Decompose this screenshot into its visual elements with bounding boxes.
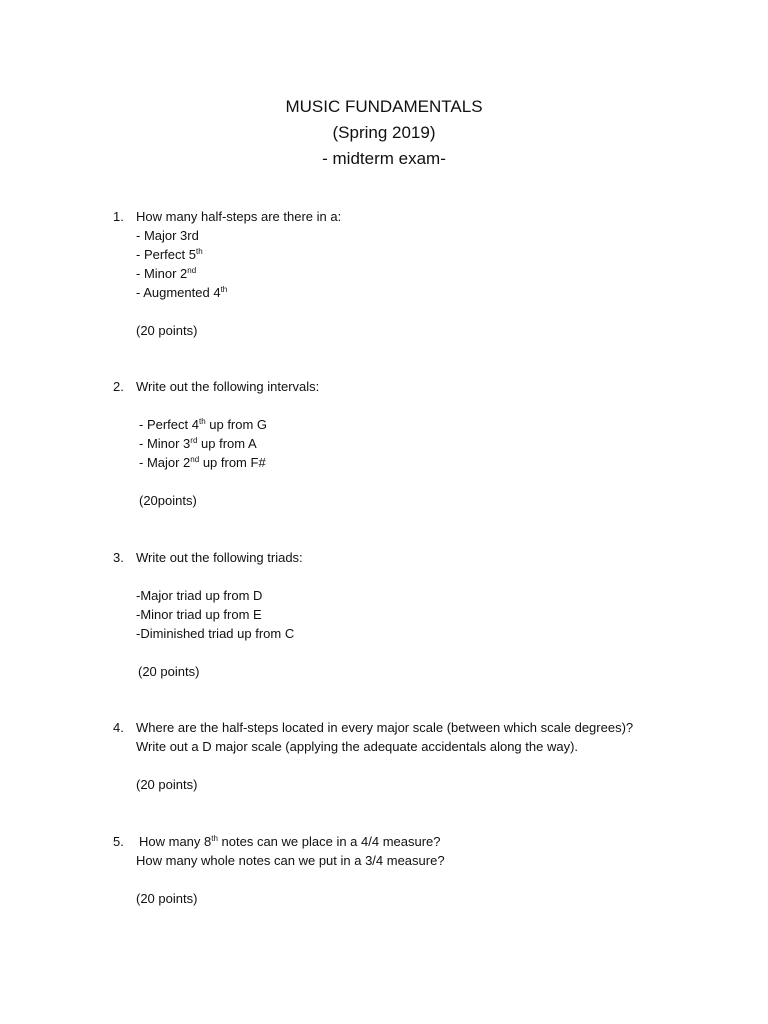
question-points: (20 points) (136, 777, 198, 792)
question-prompt: How many 8th notes can we place in a 4/4 measure? (139, 834, 441, 849)
list-item: - Perfect 5th (136, 247, 203, 262)
list-item: -Minor triad up from E (136, 607, 262, 622)
question-number: 1. (113, 209, 124, 224)
question-prompt-continued: How many whole notes can we put in a 3/4 measure? (136, 853, 445, 868)
list-item: - Major 3rd (136, 228, 199, 243)
question-points: (20 points) (138, 664, 200, 679)
question-points: (20 points) (136, 323, 198, 338)
exam-type: - midterm exam- (322, 149, 446, 168)
list-item: - Minor 2nd (136, 266, 197, 281)
question-points: (20 points) (136, 891, 198, 906)
list-item: - Major 2nd up from F# (139, 455, 266, 470)
list-item: - Augmented 4th (136, 285, 228, 300)
course-title: MUSIC FUNDAMENTALS (285, 97, 483, 116)
exam-term: (Spring 2019) (332, 123, 436, 142)
list-item: -Diminished triad up from C (136, 626, 295, 641)
question-number: 5. (113, 834, 124, 849)
question-prompt: Write out the following intervals: (136, 379, 320, 394)
question-number: 2. (113, 379, 124, 394)
question-points: (20points) (139, 493, 197, 508)
question-number: 3. (113, 550, 124, 565)
question-prompt: Where are the half-steps located in every major scale (between which scale degrees)? (136, 720, 634, 735)
question-prompt: Write out the following triads: (136, 550, 303, 565)
exam-header (0, 94, 768, 172)
list-item: -Major triad up from D (136, 588, 263, 603)
list-item: - Perfect 4th up from G (139, 417, 268, 432)
question-prompt: How many half-steps are there in a: (136, 209, 342, 224)
list-item: - Minor 3rd up from A (139, 436, 257, 451)
question-number: 4. (113, 720, 124, 735)
question-prompt-continued: Write out a D major scale (applying the adequate accidentals along the way). (136, 739, 579, 754)
